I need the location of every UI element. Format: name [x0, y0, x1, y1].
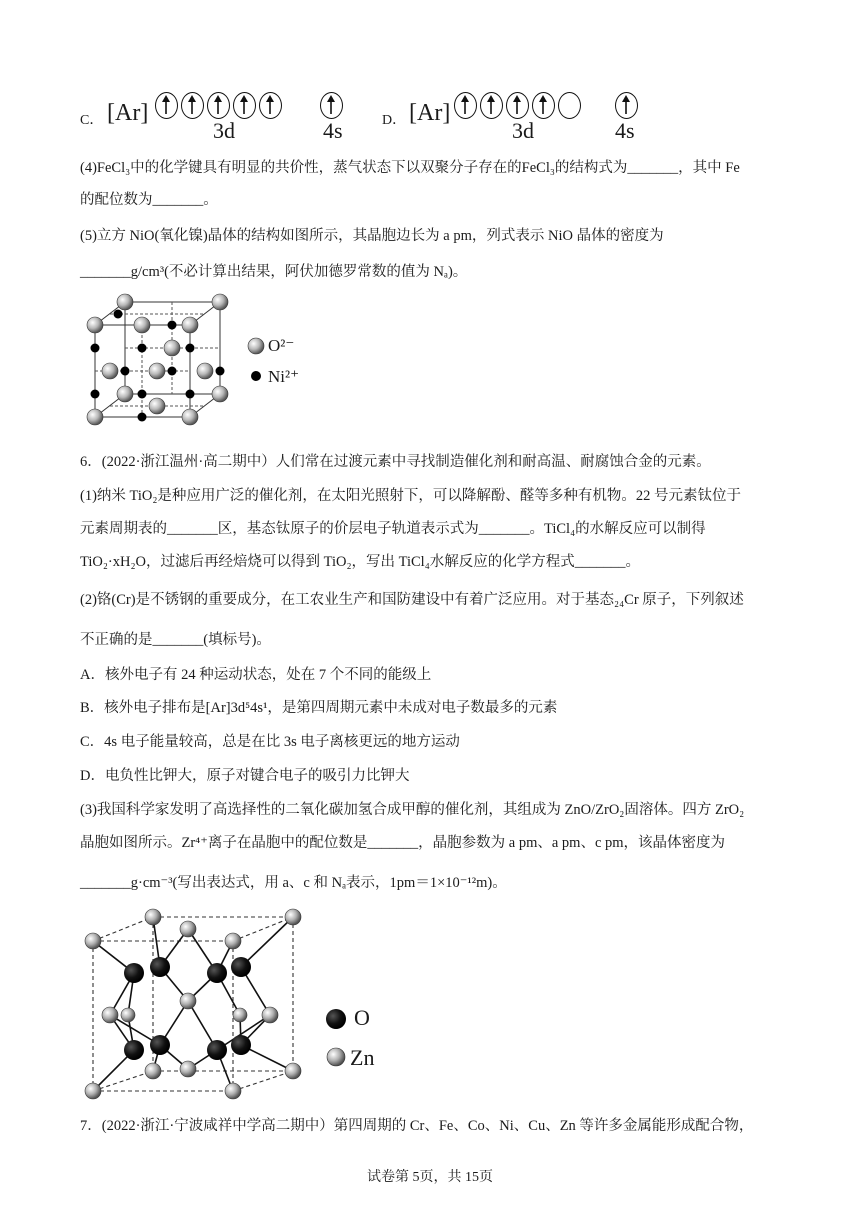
option-d-orbital-4 [532, 92, 555, 119]
q6-part1-line-2: 元素周期表的_______区，基态钛原子的价层电子轨道表示式为_______。TiCl₄的水解反应可以制得 [80, 521, 706, 537]
q6-option-b: B．核外电子排布是[Ar]3d⁵4s¹，是第四周期元素中未成对电子数最多的元素 [80, 700, 558, 716]
zno-crystal-figure [80, 905, 400, 1105]
option-c-orbital-6 [320, 92, 343, 119]
q6-option-c: C．4s 电子能量较高，总是在比 3s 电子离核更远的地方运动 [80, 734, 460, 750]
option-c-letter: C． [80, 113, 104, 128]
q6-part3-line-3: _______g·cm⁻³(写出表达式，用 a、c 和 Nₐ表示，1pm＝1×10⁻¹²m)。 [80, 875, 507, 891]
q6-part2-line-2: 不正确的是_______(填标号)。 [80, 632, 271, 648]
nio-crystal-figure [80, 290, 320, 430]
option-c-orbital-5 [259, 92, 282, 119]
q5-text-line-2: _______g/cm³(不必计算出结果，阿伏加德罗常数的值为 Nₐ)。 [80, 264, 468, 280]
option-c-orbital-2 [181, 92, 204, 119]
option-c-orbital-1 [155, 92, 178, 119]
nio-legend-oxide: O²⁻ [268, 336, 295, 355]
option-c-orbital-4 [233, 92, 256, 119]
nio-legend-nickel: Ni²⁺ [268, 367, 300, 386]
q5-text-line-1: (5)立方 NiO(氧化镍)晶体的结构如图所示，其晶胞边长为 a pm，列式表示 NiO 晶体的密度为 [80, 228, 664, 244]
option-d-orbital-1 [454, 92, 477, 119]
q6-option-d: D．电负性比钾大，原子对键合电子的吸引力比钾大 [80, 768, 410, 784]
option-d-letter: D． [382, 113, 407, 128]
q6-part3-line-2: 晶胞如图所示。Zr⁴⁺离子在晶胞中的配位数是_______，晶胞参数为 a pm、a pm、c pm，该晶体密度为 [80, 835, 726, 851]
q6-part1-line-3: TiO₂·xH₂O，过滤后再经焙烧可以得到 TiO₂，写出 TiCl₄水解反应的化学方程式_______。 [80, 554, 641, 570]
q6-part2-line-1: (2)铬(Cr)是不锈钢的重要成分，在工农业生产和国防建设中有着广泛应用。对于基态₂₄Cr 原子，下列叙述 [80, 592, 744, 608]
q7-header: 7．(2022·浙江·宁波咸祥中学高二期中）第四周期的 Cr、Fe、Co、Ni、Cu、Zn 等许多金属能形成配合物， [80, 1118, 754, 1134]
option-c-orbital-3 [207, 92, 230, 119]
q4-text-line-2: 的配位数为_______。 [80, 192, 218, 208]
option-d-orbital-3 [506, 92, 529, 119]
option-d-orbital-2 [480, 92, 503, 119]
option-d-orbital-5 [558, 92, 581, 119]
zno-legend-oxygen: O [354, 1005, 370, 1030]
option-c-3d-label: 3d [213, 118, 235, 143]
q4-text-line-1: (4)FeCl₃中的化学键具有明显的共价性，蒸气状态下以双聚分子存在的FeCl₃的结构式为_______，其中 Fe [80, 160, 740, 176]
zno-legend-zinc: Zn [350, 1045, 375, 1070]
option-d-3d-label: 3d [512, 118, 534, 143]
option-c-4s-label: 4s [323, 118, 343, 143]
option-d-4s-label: 4s [615, 118, 635, 143]
option-d-orbital-6 [615, 92, 638, 119]
option-d-argon-core: [Ar] [409, 100, 451, 126]
q6-part1-line-1: (1)纳米 TiO₂是种应用广泛的催化剂，在太阳光照射下，可以降解酚、醛等多种有机物。22 号元素钛位于 [80, 488, 742, 504]
q6-option-a: A．核外电子有 24 种运动状态，处在 7 个不同的能级上 [80, 667, 432, 683]
page-footer: 试卷第 5页，共 15页 [367, 1170, 493, 1185]
option-c-argon-core: [Ar] [107, 100, 149, 126]
q6-header: 6．(2022·浙江温州·高二期中）人们常在过渡元素中寻找制造催化剂和耐高温、耐腐蚀合金的元素。 [80, 454, 711, 470]
q6-part3-line-1: (3)我国科学家发明了高选择性的二氧化碳加氢合成甲醇的催化剂，其组成为 ZnO/ZrO₂固溶体。四方 ZrO₂ [80, 802, 745, 818]
